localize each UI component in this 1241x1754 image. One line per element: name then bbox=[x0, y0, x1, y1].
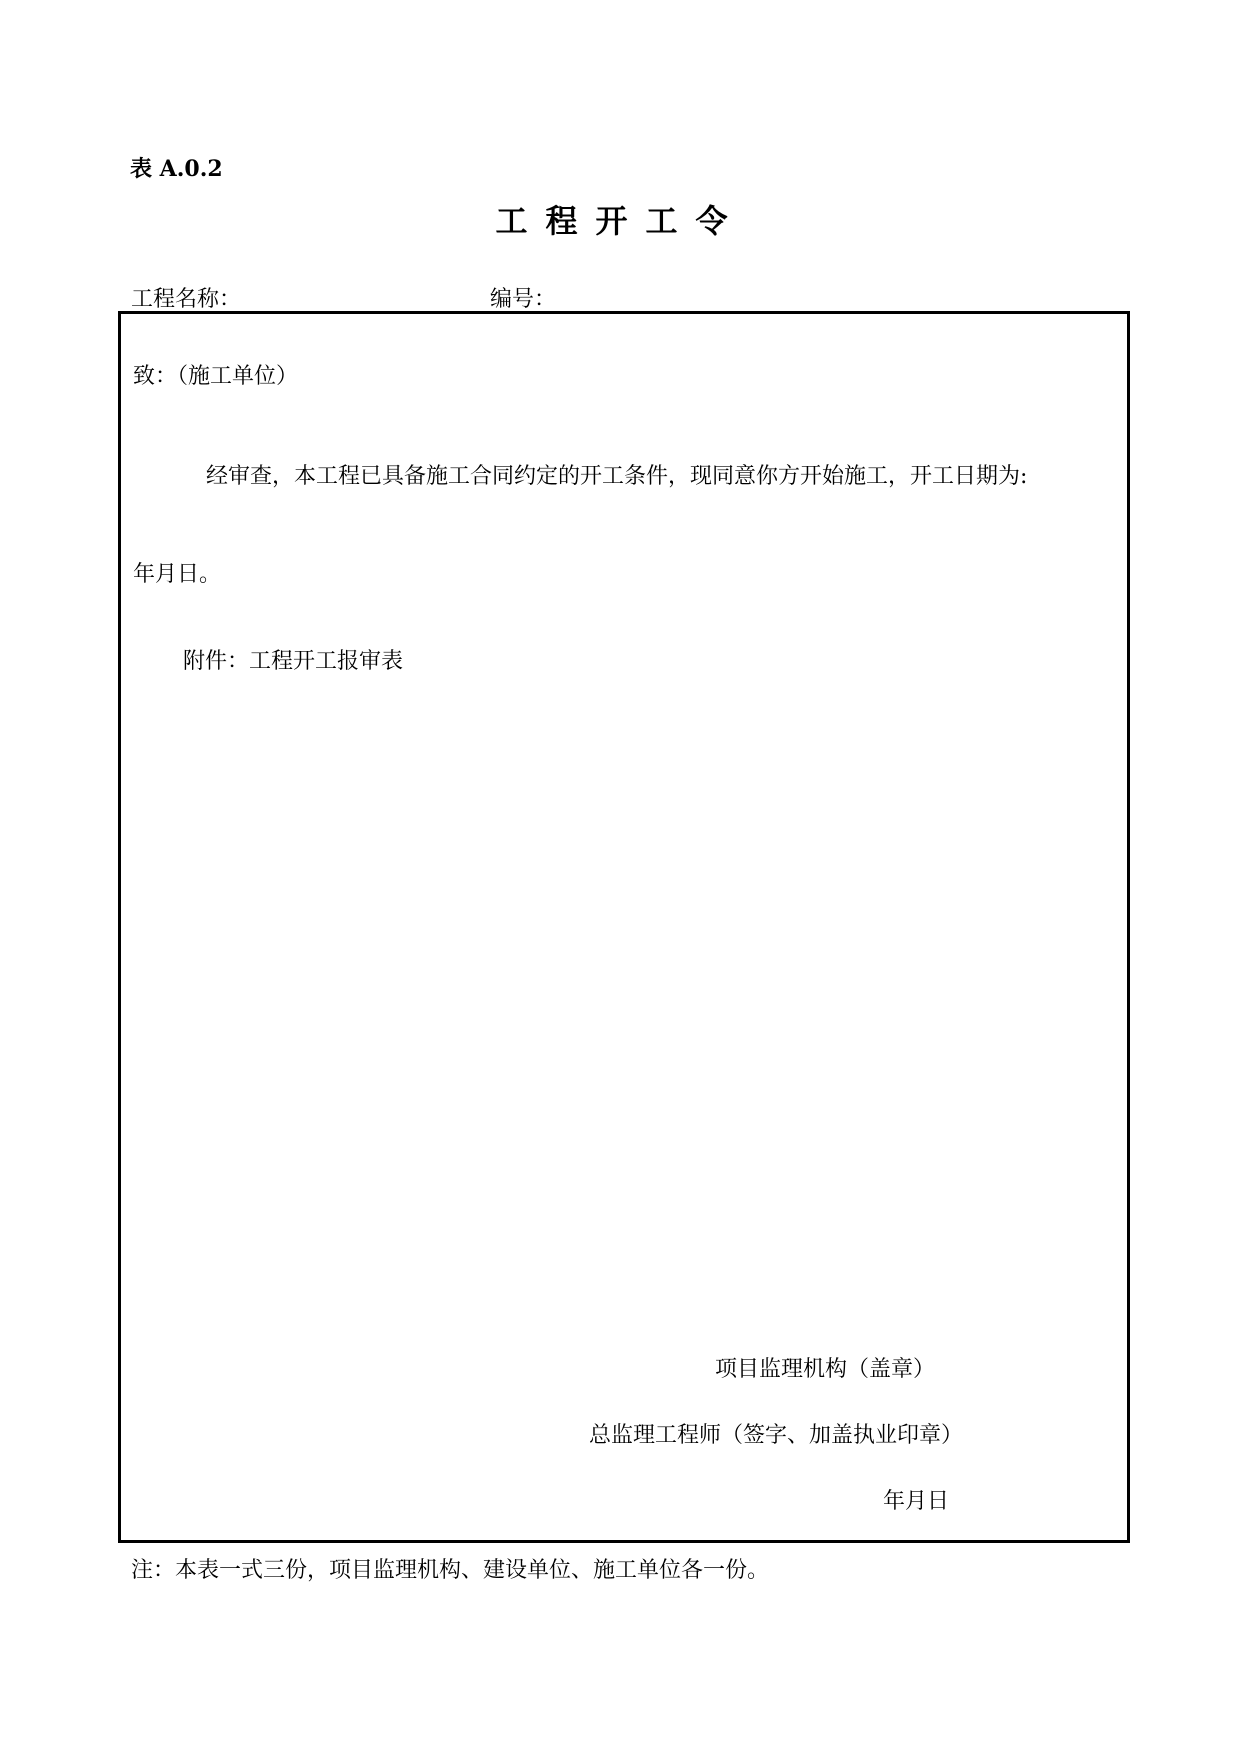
signature-chief-engineer: 总监理工程师（签字、加盖执业印章） bbox=[589, 1423, 964, 1448]
body-text-line-1: 经审查，本工程已具备施工合同约定的开工条件，现同意你方开始施工，开工日期为: bbox=[206, 464, 1028, 489]
signature-date: 年月日 bbox=[883, 1489, 950, 1514]
footer-note: 注：本表一式三份，项目监理机构、建设单位、施工单位各一份。 bbox=[131, 1558, 770, 1583]
body-text-line-2: 年月日。 bbox=[133, 562, 222, 587]
project-name-label: 工程名称： bbox=[131, 287, 242, 312]
serial-number-label: 编号： bbox=[490, 287, 557, 312]
addressee: 致：（施工单位） bbox=[133, 364, 299, 389]
page-title: 工程开工令 bbox=[495, 202, 746, 240]
attachment-line: 附件：工程开工报审表 bbox=[183, 649, 404, 674]
table-code: 表 A.0.2 bbox=[130, 156, 223, 182]
signature-organization: 项目监理机构（盖章） bbox=[715, 1357, 936, 1382]
form-box bbox=[118, 311, 1130, 1543]
